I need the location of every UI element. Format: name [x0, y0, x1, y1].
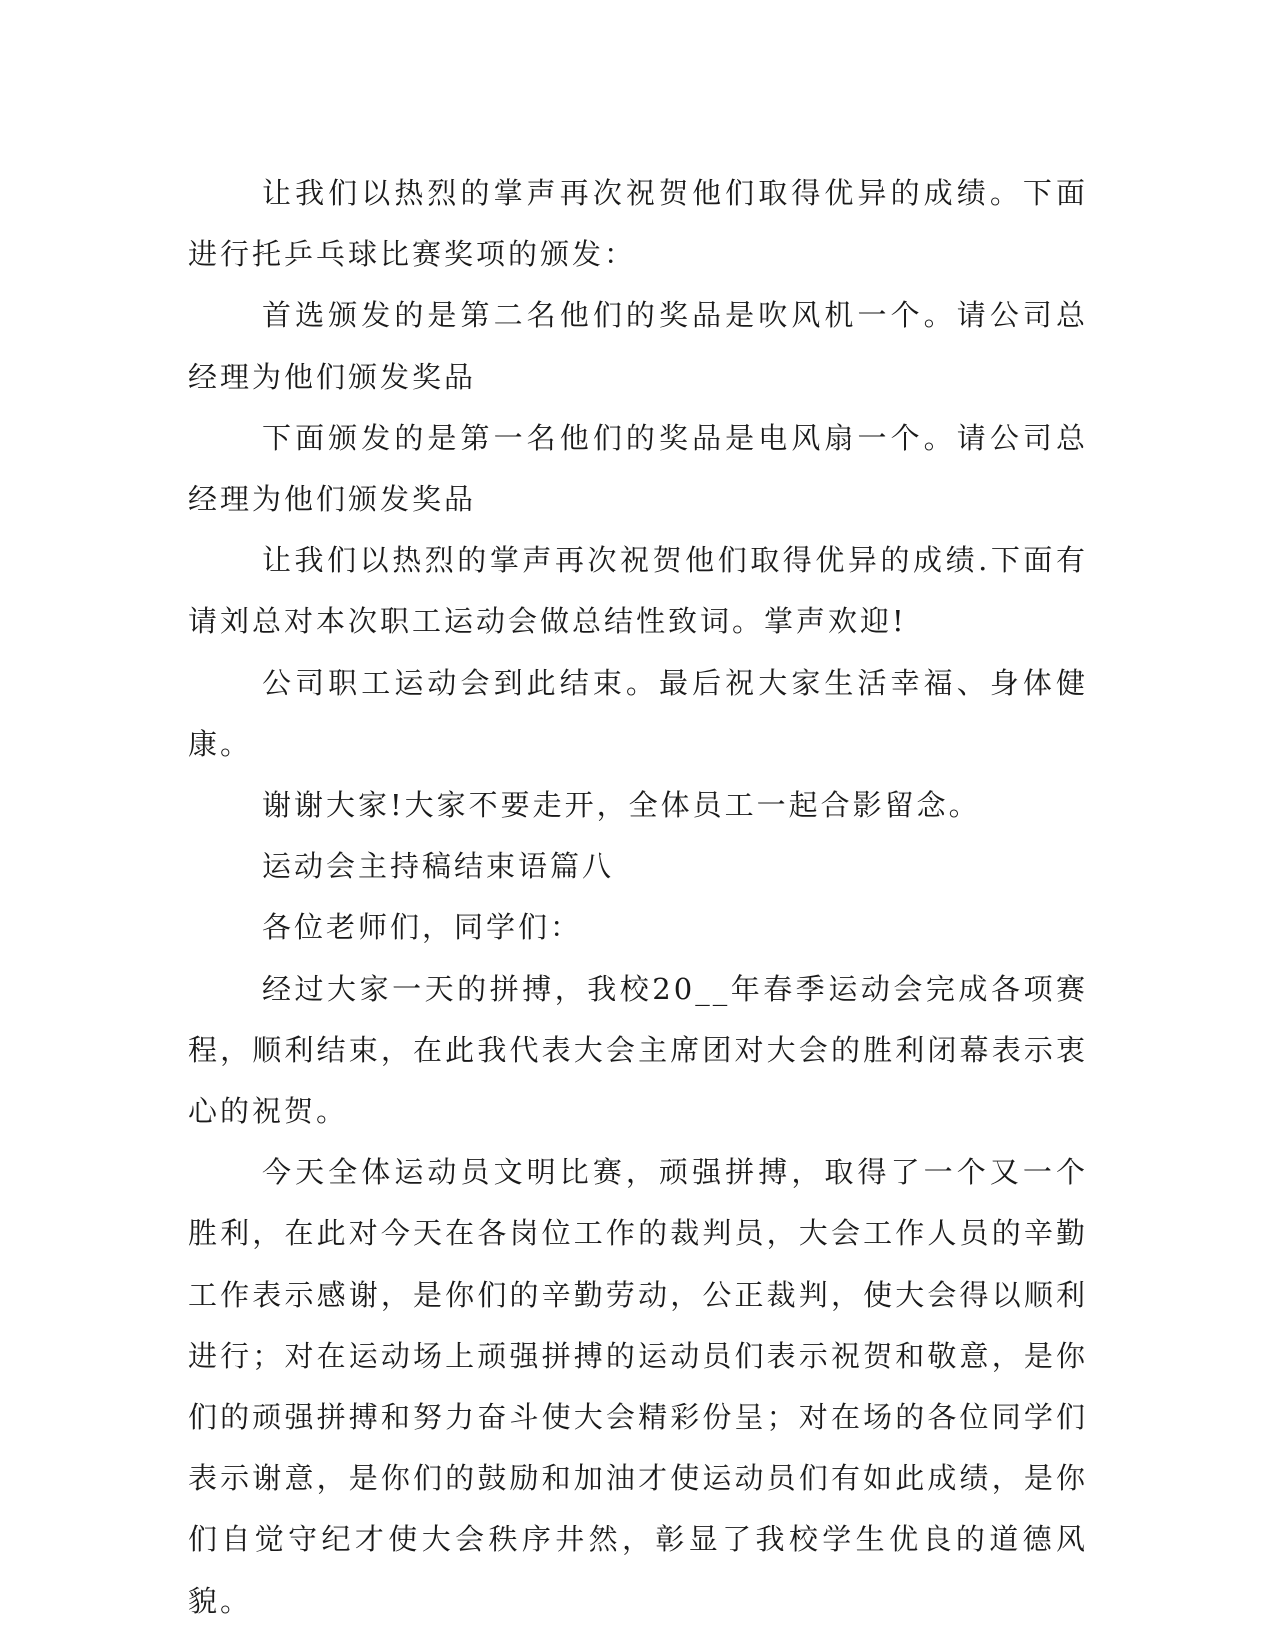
- paragraph-5: 公司职工运动会到此结束。最后祝大家生活幸福、身体健康。: [188, 665, 1088, 761]
- paragraph-6: 谢谢大家!大家不要走开，全体员工一起合影留念。: [262, 788, 981, 823]
- paragraph-10: 今天全体运动员文明比赛，顽强拼搏，取得了一个又一个胜利，在此对今天在各岗位工作的裁判员，大会工作人员的辛勤工作表示感谢，是你们的辛勤劳动，公正裁判，使大会得以顺利进行；对在运动场上顽强拼搏的运动员们表示祝贺和敬意，是你们的顽强拼搏和努力奋斗使大会精彩份呈；对在场的各位同学们表示谢意，是你们的鼓励和加油才使运动员们有如此成绩，是你们自觉守纪才使大会秩序井然，彰显了我校学生优良的道德风貌。: [188, 1155, 1088, 1618]
- paragraph-1: 让我们以热烈的掌声再次祝贺他们取得优异的成绩。下面进行托乒乓球比赛奖项的颁发：: [188, 176, 1088, 272]
- document-body: [188, 163, 1088, 1632]
- section-heading: 运动会主持稿结束语篇八: [262, 849, 615, 884]
- paragraph-4: 让我们以热烈的掌声再次祝贺他们取得优异的成绩.下面有请刘总对本次职工运动会做总结性致词。掌声欢迎!: [188, 543, 1088, 639]
- paragraph-2: 首选颁发的是第二名他们的奖品是吹风机一个。请公司总经理为他们颁发奖品: [188, 298, 1088, 394]
- salutation: 各位老师们，同学们：: [262, 910, 583, 945]
- paragraph-9: 经过大家一天的拼搏，我校20__年春季运动会完成各项赛程，顺利结束，在此我代表大会主席团对大会的胜利闭幕表示衷心的祝贺。: [188, 971, 1088, 1129]
- paragraph-3: 下面颁发的是第一名他们的奖品是电风扇一个。请公司总经理为他们颁发奖品: [188, 420, 1088, 517]
